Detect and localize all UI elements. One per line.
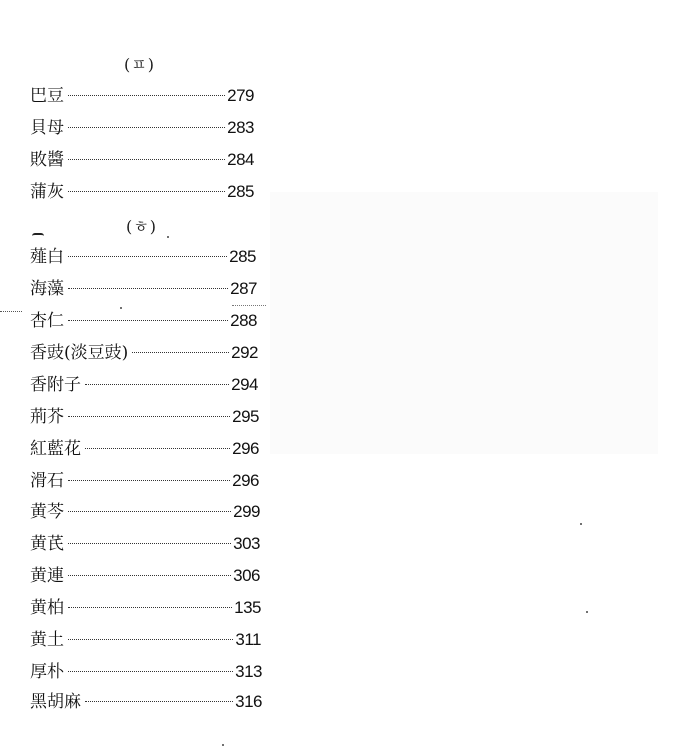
dot-leader — [68, 480, 230, 481]
index-entry — [30, 500, 260, 524]
dot-leader — [68, 639, 233, 640]
dot-leader — [85, 384, 229, 385]
entry-page-number: 296 — [232, 471, 259, 490]
entry-name: 海藻 — [30, 279, 64, 299]
entry-page-number: 287 — [230, 279, 257, 298]
scan-shading — [270, 192, 658, 454]
index-entry — [30, 469, 259, 493]
scan-speck — [580, 523, 582, 525]
index-entry — [30, 596, 261, 620]
entry-name: 黄柏 — [30, 598, 64, 618]
entry-name: 荊芥 — [30, 407, 64, 427]
dot-leader — [68, 191, 225, 192]
dot-leader — [68, 543, 231, 544]
entry-name: 香附子 — [30, 375, 81, 395]
entry-page-number: 284 — [227, 150, 254, 169]
dot-leader — [85, 701, 233, 702]
entry-name: 蒲灰 — [30, 182, 64, 202]
entry-page-number: 316 — [235, 692, 262, 711]
index-entry — [30, 84, 254, 108]
dot-leader — [68, 159, 225, 160]
dot-leader — [68, 607, 232, 608]
entry-name: 巴豆 — [30, 86, 64, 106]
entry-page-number: 313 — [235, 662, 262, 681]
entry-page-number: 285 — [229, 247, 256, 266]
entry-page-number: 283 — [227, 118, 254, 137]
entry-page-number: 279 — [227, 86, 254, 105]
index-entry — [30, 148, 254, 172]
scan-speck — [586, 611, 588, 613]
index-entry — [30, 564, 260, 588]
entry-name: 敗醬 — [30, 150, 64, 170]
dot-leader — [68, 95, 225, 96]
dot-leader — [132, 352, 229, 353]
entry-name: 黑胡麻 — [30, 692, 81, 712]
index-entry — [30, 341, 258, 365]
entry-page-number: 306 — [233, 566, 260, 585]
entry-page-number: 285 — [227, 182, 254, 201]
dot-leader — [68, 256, 227, 257]
entry-page-number: 299 — [233, 502, 260, 521]
index-entry — [30, 690, 262, 714]
index-entry — [30, 660, 262, 684]
entry-page-number: 292 — [231, 343, 258, 362]
dot-leader — [68, 320, 228, 321]
ink-smudge — [32, 233, 44, 239]
entry-page-number: 135 — [234, 598, 261, 617]
index-entry — [30, 437, 259, 461]
entry-name: 黄土 — [30, 630, 64, 650]
stray-dots — [232, 305, 266, 306]
entry-name: 黄連 — [30, 566, 64, 586]
index-entry — [30, 405, 259, 429]
index-entry — [30, 245, 256, 269]
scan-speck — [120, 307, 122, 309]
dot-leader — [68, 511, 231, 512]
scan-speck — [167, 236, 169, 238]
entry-page-number: 288 — [230, 311, 257, 330]
dot-leader — [68, 288, 228, 289]
stray-dots — [0, 311, 22, 312]
entry-name: 紅藍花 — [30, 439, 81, 459]
entry-name: 厚朴 — [30, 662, 64, 682]
scan-speck — [222, 744, 224, 746]
entry-name: 黄芪 — [30, 534, 64, 554]
dot-leader — [68, 671, 233, 672]
entry-name: 香豉(淡豆豉) — [30, 343, 129, 363]
entry-page-number: 311 — [235, 630, 261, 649]
section-heading-h: (ㅎ) — [126, 217, 157, 236]
section-heading-p: (ㅍ) — [124, 55, 155, 74]
entry-page-number: 294 — [231, 375, 258, 394]
dot-leader — [68, 127, 225, 128]
entry-name: 薤白 — [30, 247, 64, 267]
dot-leader — [85, 448, 230, 449]
index-entry — [30, 277, 257, 301]
index-entry — [30, 116, 254, 140]
entry-name: 貝母 — [30, 118, 64, 138]
index-entry — [30, 309, 257, 333]
entry-name: 杏仁 — [30, 311, 64, 331]
entry-page-number: 296 — [232, 439, 259, 458]
dot-leader — [68, 416, 230, 417]
entry-page-number: 303 — [233, 534, 260, 553]
entry-name: 滑石 — [30, 471, 64, 491]
index-entry — [30, 532, 260, 556]
entry-name: 黄芩 — [30, 502, 64, 522]
index-entry — [30, 373, 258, 397]
index-entry — [30, 628, 261, 652]
dot-leader — [68, 575, 231, 576]
entry-page-number: 295 — [232, 407, 259, 426]
index-entry — [30, 180, 254, 204]
